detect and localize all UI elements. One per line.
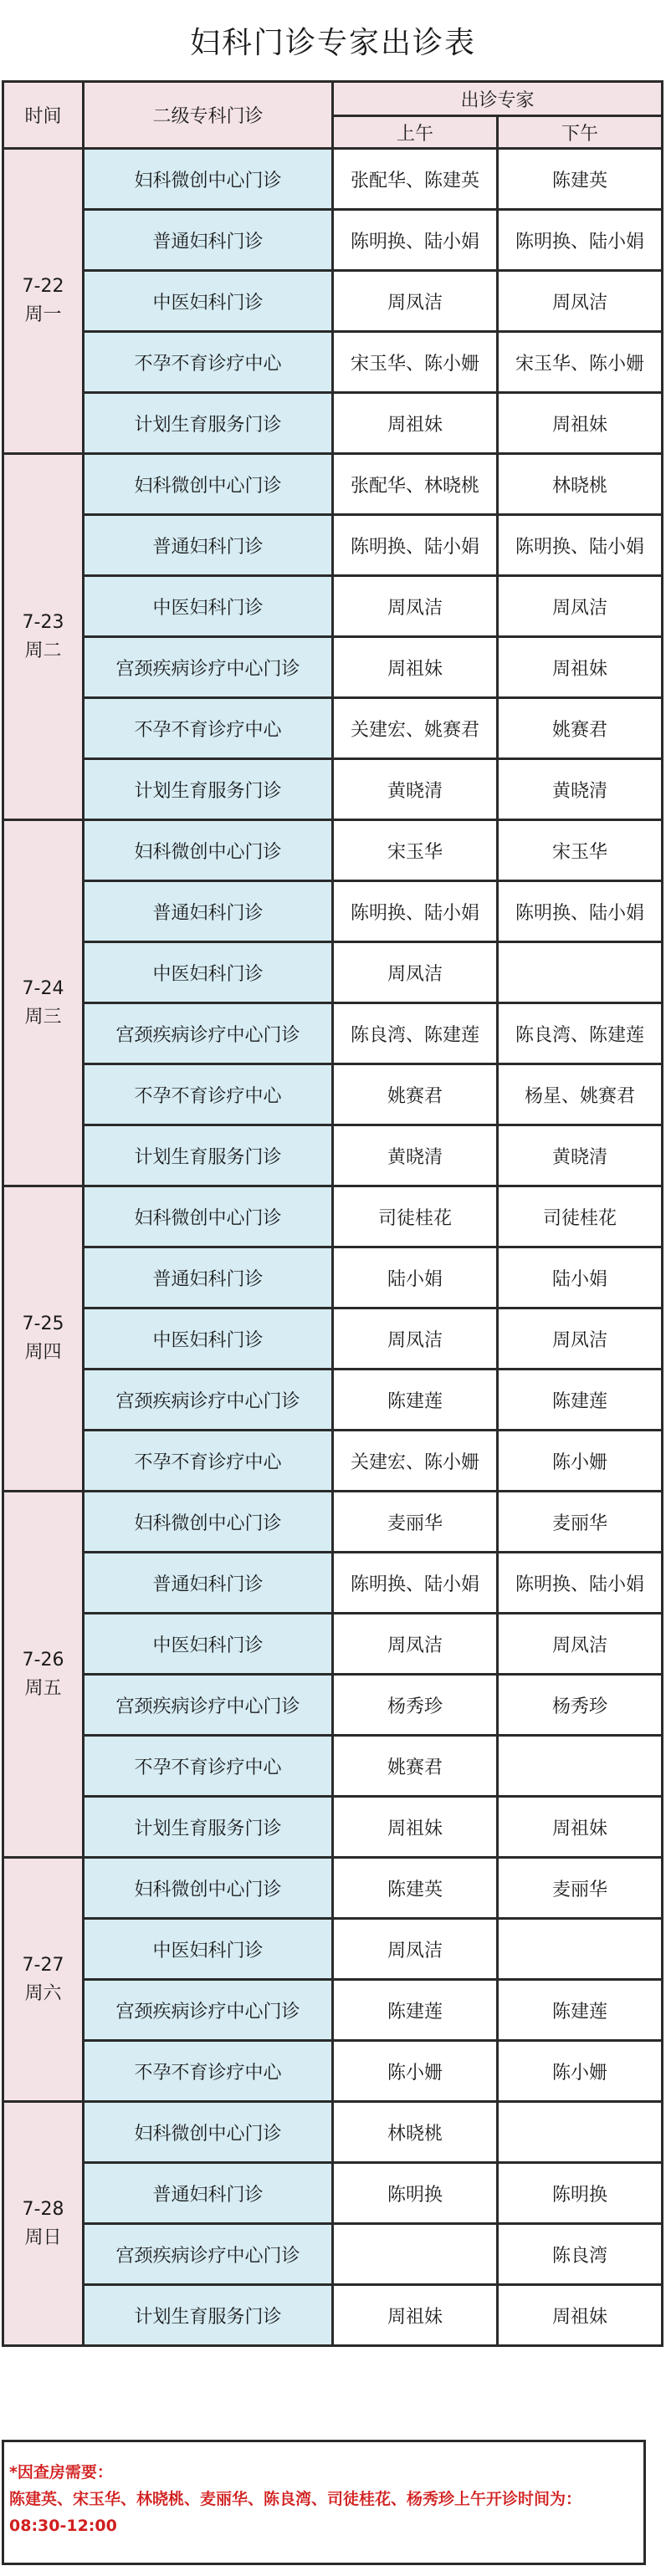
table-row xyxy=(3,2041,663,2102)
am-doctor-cell: 关建宏、姚赛君 xyxy=(333,698,498,759)
table-row xyxy=(3,393,663,454)
pm-doctor-cell: 周祖妹 xyxy=(498,637,663,698)
header-am: 上午 xyxy=(333,116,498,149)
day-date: 7-26 xyxy=(22,1649,64,1671)
department-cell: 计划生育服务门诊 xyxy=(84,1125,333,1186)
department-cell: 宫颈疾病诊疗中心门诊 xyxy=(84,1675,333,1736)
table-row xyxy=(3,2102,663,2163)
department-cell: 计划生育服务门诊 xyxy=(84,393,333,454)
am-doctor-cell: 周祖妹 xyxy=(333,1797,498,1858)
table-row xyxy=(3,271,663,332)
am-doctor-cell: 陈小姗 xyxy=(333,2041,498,2102)
table-row xyxy=(3,1614,663,1675)
table-row xyxy=(3,759,663,820)
department-cell: 妇科微创中心门诊 xyxy=(84,1492,333,1553)
am-doctor-cell: 周祖妹 xyxy=(333,393,498,454)
pm-doctor-cell: 杨秀珍 xyxy=(498,1675,663,1736)
am-doctor-cell: 周祖妹 xyxy=(333,2285,498,2346)
am-doctor-cell: 陈建莲 xyxy=(333,1370,498,1431)
am-doctor-cell: 麦丽华 xyxy=(333,1492,498,1553)
day-date: 7-27 xyxy=(22,1954,64,1976)
table-row xyxy=(3,1186,663,1247)
am-doctor-cell: 陈明换、陆小娟 xyxy=(333,515,498,576)
day-cell xyxy=(3,1858,84,2102)
pm-doctor-cell xyxy=(498,2102,663,2163)
department-cell: 普通妇科门诊 xyxy=(84,515,333,576)
department-cell: 中医妇科门诊 xyxy=(84,1308,333,1370)
day-weekday: 周四 xyxy=(24,1342,62,1363)
department-cell: 不孕不育诊疗中心 xyxy=(84,698,333,759)
table-row xyxy=(3,1919,663,1980)
day-cell xyxy=(3,820,84,1186)
am-doctor-cell: 陈建英 xyxy=(333,1858,498,1919)
day-date: 7-25 xyxy=(22,1314,64,1334)
table-row xyxy=(3,820,663,881)
department-cell: 宫颈疾病诊疗中心门诊 xyxy=(84,1980,333,2041)
table-row xyxy=(3,1492,663,1553)
am-doctor-cell: 陈明换、陆小娟 xyxy=(333,881,498,942)
am-doctor-cell: 杨秀珍 xyxy=(333,1675,498,1736)
am-doctor-cell: 周凤洁 xyxy=(333,271,498,332)
am-doctor-cell: 宋玉华、陈小姗 xyxy=(333,332,498,393)
department-cell: 不孕不育诊疗中心 xyxy=(84,1736,333,1797)
department-cell: 计划生育服务门诊 xyxy=(84,1797,333,1858)
department-cell: 中医妇科门诊 xyxy=(84,1614,333,1675)
pm-doctor-cell: 陈明换、陆小娟 xyxy=(498,1553,663,1614)
schedule-body xyxy=(3,149,663,2346)
pm-doctor-cell: 陈明换、陆小娟 xyxy=(498,210,663,271)
department-cell: 妇科微创中心门诊 xyxy=(84,1186,333,1247)
pm-doctor-cell: 林晓桃 xyxy=(498,454,663,515)
department-cell: 中医妇科门诊 xyxy=(84,1919,333,1980)
pm-doctor-cell: 陈明换、陆小娟 xyxy=(498,515,663,576)
day-date: 7-24 xyxy=(22,977,64,999)
table-row xyxy=(3,515,663,576)
am-doctor-cell: 陈建莲 xyxy=(333,1980,498,2041)
table-row xyxy=(3,881,663,942)
department-cell: 普通妇科门诊 xyxy=(84,210,333,271)
am-doctor-cell: 陈良湾、陈建莲 xyxy=(333,1003,498,1064)
day-date: 7-22 xyxy=(22,276,64,297)
table-row xyxy=(3,2163,663,2224)
am-doctor-cell: 林晓桃 xyxy=(333,2102,498,2163)
pm-doctor-cell: 周凤洁 xyxy=(498,271,663,332)
am-doctor-cell: 陈明换、陆小娟 xyxy=(333,210,498,271)
pm-doctor-cell: 麦丽华 xyxy=(498,1492,663,1553)
pm-doctor-cell: 周凤洁 xyxy=(498,1614,663,1675)
pm-doctor-cell: 麦丽华 xyxy=(498,1858,663,1919)
department-cell: 宫颈疾病诊疗中心门诊 xyxy=(84,1370,333,1431)
department-cell: 普通妇科门诊 xyxy=(84,1553,333,1614)
day-cell xyxy=(3,2102,84,2346)
pm-doctor-cell xyxy=(498,942,663,1003)
am-doctor-cell: 姚赛君 xyxy=(333,1064,498,1125)
am-doctor-cell: 周凤洁 xyxy=(333,1919,498,1980)
day-weekday: 周一 xyxy=(24,304,62,325)
day-cell xyxy=(3,149,84,454)
pm-doctor-cell: 黄晓清 xyxy=(498,759,663,820)
table-row xyxy=(3,1125,663,1186)
day-cell xyxy=(3,1186,84,1492)
pm-doctor-cell: 姚赛君 xyxy=(498,698,663,759)
table-row xyxy=(3,2224,663,2285)
pm-doctor-cell: 陈建莲 xyxy=(498,1370,663,1431)
notice-box xyxy=(2,2440,646,2565)
pm-doctor-cell: 司徒桂花 xyxy=(498,1186,663,1247)
department-cell: 中医妇科门诊 xyxy=(84,271,333,332)
table-row xyxy=(3,1980,663,2041)
table-row xyxy=(3,1553,663,1614)
table-row xyxy=(3,1736,663,1797)
header-department: 二级专科门诊 xyxy=(84,82,333,149)
department-cell: 妇科微创中心门诊 xyxy=(84,820,333,881)
day-date: 7-23 xyxy=(22,611,64,633)
pm-doctor-cell xyxy=(498,1919,663,1980)
pm-doctor-cell: 陈明换 xyxy=(498,2163,663,2224)
notice-text: 陈建英、宋玉华、林晓桃、麦丽华、陈良湾、司徒桂花、杨秀珍上午开诊时间为：08:30-12:00 xyxy=(9,2490,582,2535)
am-doctor-cell: 陆小娟 xyxy=(333,1247,498,1308)
table-row xyxy=(3,1064,663,1125)
department-cell: 普通妇科门诊 xyxy=(84,2163,333,2224)
department-cell: 宫颈疾病诊疗中心门诊 xyxy=(84,637,333,698)
pm-doctor-cell: 陈明换、陆小娟 xyxy=(498,881,663,942)
table-row xyxy=(3,1370,663,1431)
header-pm: 下午 xyxy=(498,116,663,149)
pm-doctor-cell: 陈小姗 xyxy=(498,1431,663,1492)
table-row xyxy=(3,210,663,271)
department-cell: 妇科微创中心门诊 xyxy=(84,149,333,210)
pm-doctor-cell: 宋玉华 xyxy=(498,820,663,881)
department-cell: 不孕不育诊疗中心 xyxy=(84,2041,333,2102)
am-doctor-cell: 周凤洁 xyxy=(333,1308,498,1370)
am-doctor-cell: 周凤洁 xyxy=(333,576,498,637)
department-cell: 不孕不育诊疗中心 xyxy=(84,1431,333,1492)
department-cell: 普通妇科门诊 xyxy=(84,881,333,942)
day-weekday: 周日 xyxy=(24,2227,62,2248)
department-cell: 计划生育服务门诊 xyxy=(84,2285,333,2346)
table-row xyxy=(3,332,663,393)
am-doctor-cell: 周祖妹 xyxy=(333,637,498,698)
day-cell xyxy=(3,1492,84,1858)
department-cell: 妇科微创中心门诊 xyxy=(84,454,333,515)
department-cell: 计划生育服务门诊 xyxy=(84,759,333,820)
am-doctor-cell: 陈明换 xyxy=(333,2163,498,2224)
pm-doctor-cell: 陈建莲 xyxy=(498,1980,663,2041)
pm-doctor-cell: 杨星、姚赛君 xyxy=(498,1064,663,1125)
am-doctor-cell: 周凤洁 xyxy=(333,1614,498,1675)
table-row xyxy=(3,2285,663,2346)
page-title: 妇科门诊专家出诊表 xyxy=(189,25,476,60)
day-weekday: 周二 xyxy=(24,640,62,661)
department-cell: 普通妇科门诊 xyxy=(84,1247,333,1308)
department-cell: 中医妇科门诊 xyxy=(84,576,333,637)
am-doctor-cell: 张配华、陈建英 xyxy=(333,149,498,210)
am-doctor-cell: 陈明换、陆小娟 xyxy=(333,1553,498,1614)
department-cell: 妇科微创中心门诊 xyxy=(84,1858,333,1919)
am-doctor-cell: 关建宏、陈小姗 xyxy=(333,1431,498,1492)
notice-heading: *因查房需要： xyxy=(9,2463,113,2482)
table-row xyxy=(3,149,663,210)
table-row xyxy=(3,576,663,637)
am-doctor-cell: 姚赛君 xyxy=(333,1736,498,1797)
pm-doctor-cell: 周祖妹 xyxy=(498,1797,663,1858)
schedule-table xyxy=(2,80,663,2347)
pm-doctor-cell: 陈良湾 xyxy=(498,2224,663,2285)
table-row xyxy=(3,1675,663,1736)
table-row xyxy=(3,637,663,698)
day-cell xyxy=(3,454,84,820)
department-cell: 中医妇科门诊 xyxy=(84,942,333,1003)
pm-doctor-cell xyxy=(498,1736,663,1797)
pm-doctor-cell: 周凤洁 xyxy=(498,576,663,637)
department-cell: 宫颈疾病诊疗中心门诊 xyxy=(84,1003,333,1064)
pm-doctor-cell: 周祖妹 xyxy=(498,2285,663,2346)
header-time: 时间 xyxy=(3,82,84,149)
table-row xyxy=(3,942,663,1003)
pm-doctor-cell: 陆小娟 xyxy=(498,1247,663,1308)
pm-doctor-cell: 宋玉华、陈小姗 xyxy=(498,332,663,393)
day-weekday: 周五 xyxy=(24,1677,62,1699)
day-weekday: 周三 xyxy=(24,1006,62,1028)
pm-doctor-cell: 陈小姗 xyxy=(498,2041,663,2102)
table-row xyxy=(3,1308,663,1370)
department-cell: 不孕不育诊疗中心 xyxy=(84,1064,333,1125)
am-doctor-cell: 司徒桂花 xyxy=(333,1186,498,1247)
day-weekday: 周六 xyxy=(24,1982,62,2004)
am-doctor-cell: 张配华、林晓桃 xyxy=(333,454,498,515)
day-date: 7-28 xyxy=(22,2198,64,2220)
table-row xyxy=(3,1247,663,1308)
table-row xyxy=(3,1858,663,1919)
table-row xyxy=(3,1431,663,1492)
am-doctor-cell: 宋玉华 xyxy=(333,820,498,881)
am-doctor-cell: 周凤洁 xyxy=(333,942,498,1003)
header-experts: 出诊专家 xyxy=(333,82,663,116)
table-row xyxy=(3,1797,663,1858)
table-row xyxy=(3,454,663,515)
am-doctor-cell: 黄晓清 xyxy=(333,1125,498,1186)
am-doctor-cell xyxy=(333,2224,498,2285)
pm-doctor-cell: 周凤洁 xyxy=(498,1308,663,1370)
pm-doctor-cell: 周祖妹 xyxy=(498,393,663,454)
department-cell: 不孕不育诊疗中心 xyxy=(84,332,333,393)
department-cell: 妇科微创中心门诊 xyxy=(84,2102,333,2163)
table-row xyxy=(3,698,663,759)
pm-doctor-cell: 陈建英 xyxy=(498,149,663,210)
pm-doctor-cell: 陈良湾、陈建莲 xyxy=(498,1003,663,1064)
department-cell: 宫颈疾病诊疗中心门诊 xyxy=(84,2224,333,2285)
pm-doctor-cell: 黄晓清 xyxy=(498,1125,663,1186)
am-doctor-cell: 黄晓清 xyxy=(333,759,498,820)
table-row xyxy=(3,1003,663,1064)
